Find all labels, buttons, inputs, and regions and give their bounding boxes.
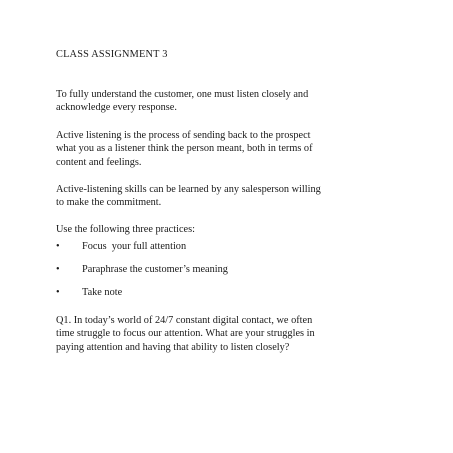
bullet-icon: • bbox=[56, 264, 60, 275]
bullet-icon: • bbox=[56, 241, 60, 252]
paragraph-active-listening-skills: Active-listening skills can be learned by any salesperson willing to make the commitment. bbox=[56, 184, 321, 209]
list-item-take-note bbox=[56, 286, 396, 300]
list-item-label: Paraphrase the customer’s meaning bbox=[82, 264, 228, 275]
list-item-label: Take note bbox=[82, 287, 123, 298]
bullet-icon: • bbox=[56, 287, 60, 298]
paragraph-active-listening-definition: Active listening is the process of sending back to the prospect what you as a listener think the person meant, both in terms of content and feelings. bbox=[56, 130, 313, 168]
paragraph-practices-intro: Use the following three practices: bbox=[56, 224, 195, 235]
list-item-focus bbox=[56, 240, 396, 254]
paragraph-understand-customer: To fully understand the customer, one must listen closely and acknowledge every response. bbox=[56, 89, 309, 114]
document-title: CLASS ASSIGNMENT 3 bbox=[56, 49, 168, 60]
list-item-label: Focus your full attention bbox=[82, 241, 187, 252]
list-item-paraphrase bbox=[56, 263, 396, 277]
question-q1: Q1. In today’s world of 24/7 constant digital contact, we often time struggle to focus our attention. What are your struggles in paying attention and having that ability to listen closely? bbox=[56, 315, 315, 353]
